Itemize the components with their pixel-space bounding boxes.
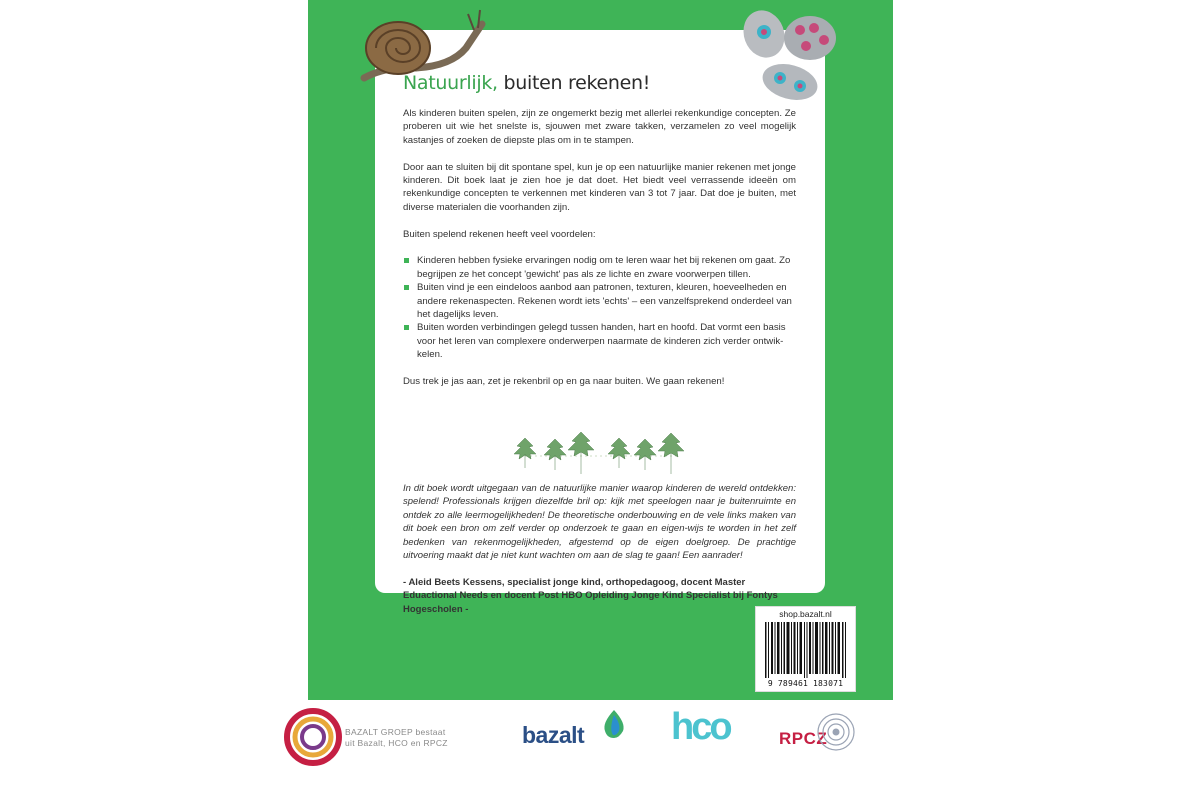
book-back-cover (308, 0, 893, 800)
bazalt-groep-text (345, 727, 448, 748)
benefits-list (403, 254, 796, 361)
closing-line: Dus trek je jas aan, zet je rekenbril op en ga naar buiten. We gaan rekenen! (403, 376, 725, 388)
benefit-item: Kinderen hebben fysieke ervaringen nodig om te leren waar het bij rekenen om gaat. Zo begrijpen ze het concept 'gewicht' pas als ze lichte en zware voorwerpen tillen. (403, 254, 796, 281)
decorated-stones-illustration (740, 6, 840, 106)
intro-paragraph: Als kinderen buiten spelen, zijn ze ongemerkt bezig met allerlei rekenkundige concepten. Ze proberen uit wie het snelste is, sjouwen met zware takken, verzamelen zo veel mogelijk kastanjes of zoeken de diepste plas om in te stampen. (403, 108, 796, 146)
bazalt-groep-logo-icon (283, 707, 343, 767)
green-background (308, 0, 893, 700)
barcode-box (755, 606, 856, 692)
snail-illustration (356, 6, 486, 86)
hco-logo: hco (671, 706, 730, 748)
body-text (403, 107, 796, 402)
rpcz-rings-icon (816, 712, 856, 752)
approach-paragraph: Door aan te sluiten bij dit spontane spel, kun je op een natuurlijke manier rekenen met jonge kinderen. Dit boek laat je zien hoe je dat doet. Het biedt veel verrassende ideeën om rekenkundige concepten te verkennen met kinderen van 3 tot 7 jaar. Dat doe je buiten, met diverse materialen die voorhanden zijn. (403, 161, 796, 213)
benefits-intro: Buiten spelend rekenen heeft veel voordelen: (403, 228, 596, 240)
headline-part-dark: buiten rekenen! (497, 72, 651, 94)
review-quote: In dit boek wordt uitgegaan van de natuurlijke manier waarop kinderen de wereld ontdekken: spelend! Professionals krijgen diezelfde bril op: kijk met speelogen naar je buitenruimte en ontdek zo alle leermogelijkheden! De theoretische onderbouwing en de vele links maken van dit boek een bron om zelf verder op onderzoek te gaan en eigen-wijs te worden in het zelf bedenken van rekenmogelijkheden, afgestemd op de eigen doelgroep. De prachtige uitvoering maakt dat je niet kunt wachten om aan de slag te gaan! Een aanrader! (403, 483, 796, 562)
shop-url: shop.bazalt.nl (779, 609, 832, 619)
benefit-item: Buiten vind je een eindeloos aanbod aan patronen, texturen, kleuren, hoeveelheden en andere rekenaspecten. Rekenen wordt iets 'echts' – een vanzelfsprekend onderdeel van het dagelijks leven. (403, 281, 796, 321)
rpcz-logo: RPCZ (779, 729, 828, 748)
headline-part-green: Natuurlijk, (403, 72, 498, 94)
publisher-footer (308, 700, 893, 800)
benefit-item: Buiten worden verbindingen gelegd tussen handen, hart en hoofd. Dat vormt een basis voor het leren van complexere onderwerpen naarmate de kinderen zich verder ontwik-kelen. (403, 321, 796, 361)
groep-line-2: uit Bazalt, HCO en RPCZ (345, 737, 448, 748)
groep-line-1: BAZALT GROEP bestaat (345, 727, 446, 737)
bazalt-logo: bazalt (522, 722, 585, 748)
isbn-digits: 9 789461 183071 (767, 679, 844, 688)
bazalt-drop-icon (601, 709, 627, 739)
leaves-illustration (511, 430, 691, 478)
barcode-icon (765, 622, 847, 678)
review-attribution: - Aleid Beets Kessens, specialist jonge kind, orthopedagoog, docent Master Eduactional Needs en docent Post HBO Opleiding Jonge Kind Specialist bij Fontys Hogescholen - (403, 577, 778, 615)
